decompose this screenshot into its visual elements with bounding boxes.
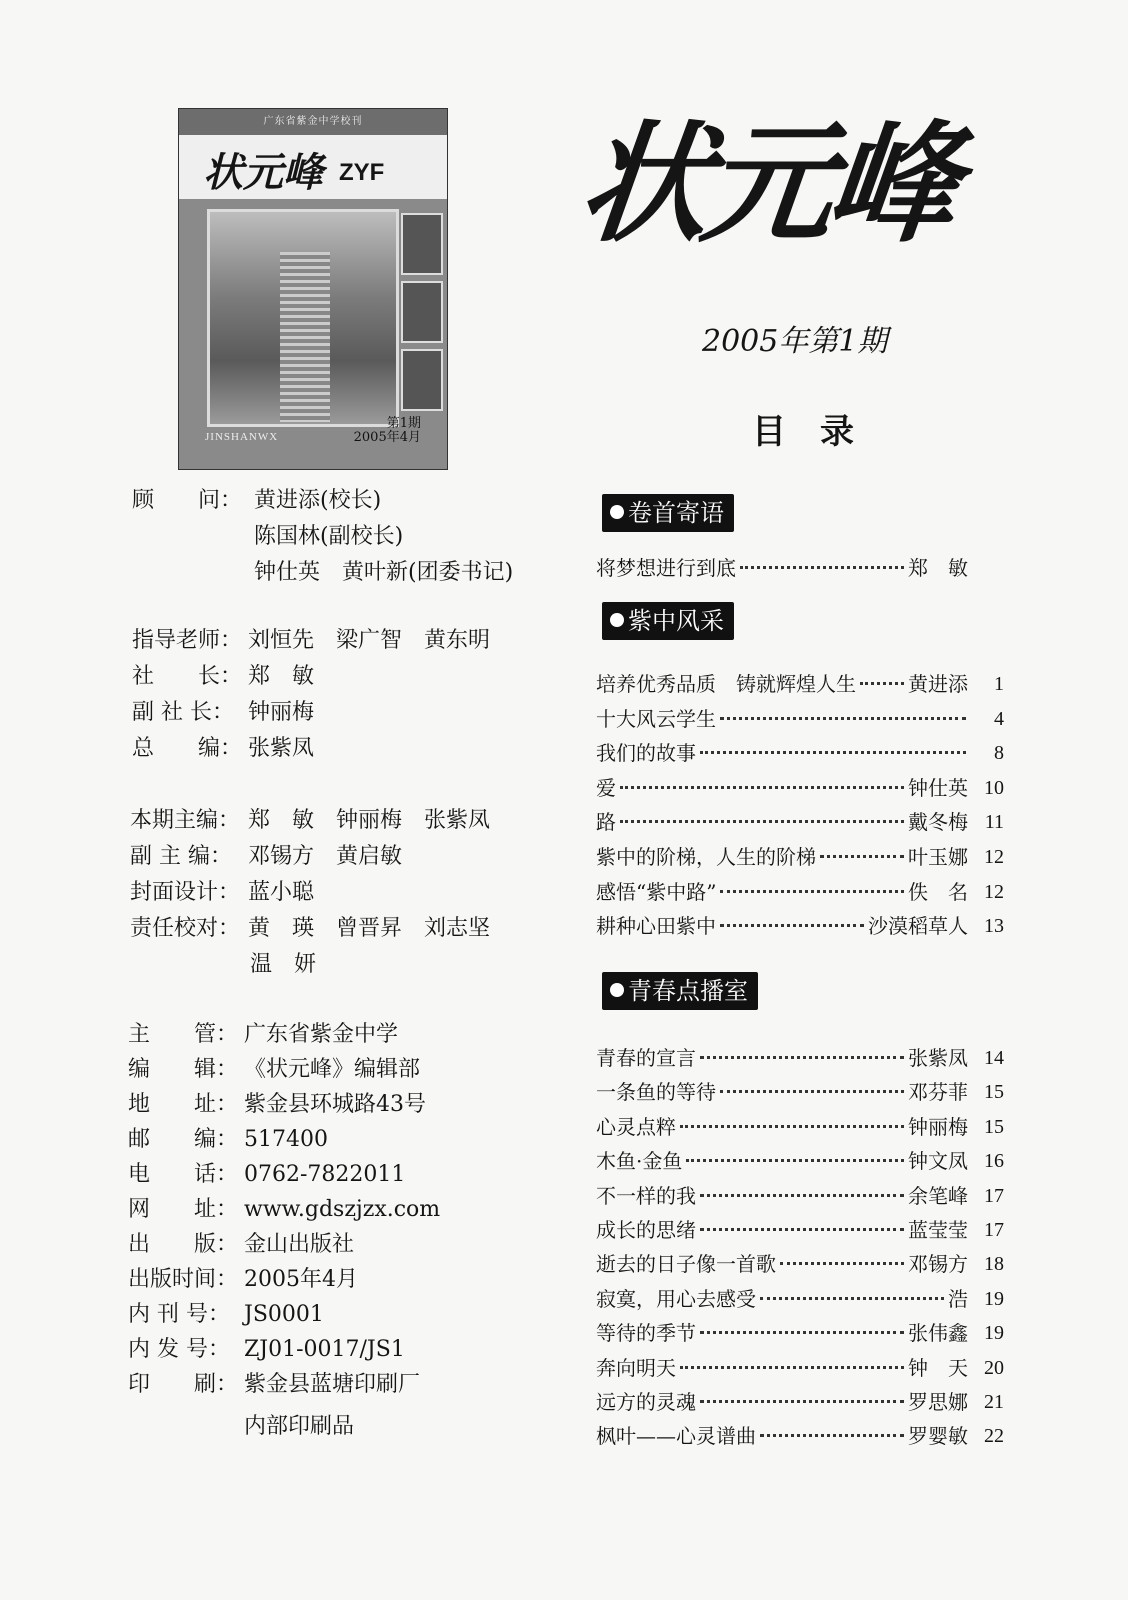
- leader-dots: [620, 786, 904, 789]
- toc-row[interactable]: [596, 668, 1004, 700]
- toc-item-page: 15: [984, 1115, 1004, 1138]
- leader-dots: [820, 855, 904, 858]
- toc-item-author: 钟文凤: [908, 1149, 968, 1174]
- print-extra: 内部印刷品: [244, 1414, 355, 1439]
- toc-row[interactable]: [596, 772, 1004, 804]
- pub-value: 0762-7822011: [244, 1162, 406, 1187]
- toc-row[interactable]: [596, 1180, 1004, 1212]
- toc-item-title: 感悟“紫中路”: [596, 879, 717, 904]
- proofread-1: 黄 瑛 曾晋昇 刘志坚: [248, 916, 491, 941]
- toc-item-page: 12: [984, 880, 1004, 903]
- leader-dots: [760, 1297, 944, 1300]
- chief-editor: 张紫凤: [248, 736, 315, 761]
- bullet-icon: [610, 613, 624, 627]
- cover-thumb-3: [401, 349, 443, 411]
- toc-item-author: 邓芬菲: [908, 1080, 968, 1105]
- section-header: [602, 494, 734, 532]
- toc-item-page: 10: [984, 776, 1004, 799]
- leader-dots: [740, 566, 904, 569]
- pub-value: 2005年4月: [244, 1267, 358, 1292]
- proofread-2: 温 妍: [250, 952, 317, 977]
- toc-item-title: 逝去的日子像一首歌: [596, 1252, 776, 1277]
- pub-label: 内 发 号：: [128, 1337, 230, 1362]
- pub-label: 地 址：: [128, 1092, 239, 1117]
- cover-design-label: 封面设计：: [130, 880, 241, 905]
- toc-item-author: 浩: [948, 1286, 968, 1311]
- toc-item-author: 张伟鑫: [908, 1321, 968, 1346]
- pub-label: 邮 编：: [128, 1127, 239, 1152]
- toc-row[interactable]: [596, 1420, 1004, 1452]
- toc-item-author: 蓝莹莹: [908, 1218, 968, 1242]
- toc-row[interactable]: [596, 737, 1004, 769]
- leader-dots: [700, 1331, 904, 1334]
- toc-row[interactable]: [596, 806, 1004, 838]
- toc-item-author: 钟 天: [908, 1355, 968, 1380]
- section-header: [602, 602, 734, 640]
- toc-row[interactable]: [596, 1214, 1004, 1246]
- deputy-editor: 邓锡方 黄启敏: [248, 844, 403, 869]
- leader-dots: [700, 1400, 904, 1403]
- toc-row[interactable]: [596, 703, 1004, 735]
- toc-item-title: 青春的宣言: [596, 1046, 696, 1070]
- leader-dots: [700, 1056, 904, 1059]
- pub-value: 517400: [244, 1127, 328, 1152]
- cover-strip: 广东省紫金中学校刊: [179, 109, 447, 135]
- leader-dots: [680, 1125, 904, 1128]
- toc-row[interactable]: [596, 1042, 1004, 1074]
- toc-item-page: 8: [994, 742, 1004, 765]
- leader-dots: [680, 1366, 904, 1369]
- toc-row[interactable]: [596, 1283, 1004, 1315]
- leader-dots: [720, 717, 966, 720]
- toc-item-author: 钟丽梅: [908, 1114, 968, 1139]
- toc-item-title: 十大风云学生: [596, 706, 716, 731]
- toc-item-title: 不一样的我: [596, 1183, 696, 1208]
- toc-row[interactable]: [596, 1076, 1004, 1108]
- toc-item-title: 一条鱼的等待: [596, 1080, 716, 1105]
- toc-item-page: 13: [984, 915, 1004, 938]
- chief-editor-label: 总 编：: [132, 736, 243, 761]
- toc-item-title: 紫中的阶梯，人生的阶梯: [596, 845, 816, 869]
- issue-editor: 郑 敏 钟丽梅 张紫凤: [248, 808, 491, 833]
- toc-row[interactable]: [596, 1111, 1004, 1143]
- vice-president: 钟丽梅: [248, 700, 315, 725]
- toc-row[interactable]: [596, 1352, 1004, 1384]
- toc-item-page: 16: [984, 1150, 1004, 1173]
- cover-issue-date: 2005年4月: [353, 430, 421, 445]
- pub-label: 主 管：: [128, 1022, 239, 1047]
- vice-president-label: 副 社 长：: [132, 700, 234, 725]
- leader-dots: [620, 820, 904, 823]
- toc-item-page: 19: [984, 1287, 1004, 1310]
- toc-row[interactable]: [596, 841, 1004, 873]
- toc-item-page: 18: [984, 1253, 1004, 1276]
- toc-row[interactable]: [596, 1145, 1004, 1177]
- cover-thumb-2: [401, 281, 443, 343]
- cover-titlebar: [179, 135, 447, 199]
- toc-item-author: 郑 敏: [908, 556, 968, 580]
- leader-dots: [720, 890, 904, 893]
- pub-value: www.gdszjzx.com: [244, 1197, 441, 1222]
- issue-editor-label: 本期主编：: [130, 808, 241, 833]
- toc-item-page: 14: [984, 1047, 1004, 1069]
- toc-item-page: 17: [984, 1184, 1004, 1207]
- section-title: 卷首寄语: [628, 499, 724, 527]
- leader-dots: [686, 1159, 904, 1162]
- cover-photo: [207, 209, 399, 427]
- toc-item-title: 奔向明天: [596, 1355, 676, 1380]
- bullet-icon: [610, 505, 624, 519]
- toc-item-title: 枫叶——心灵谱曲: [596, 1424, 756, 1449]
- pub-value: 紫金县蓝塘印刷厂: [244, 1372, 421, 1397]
- toc-item-title: 寂寞，用心去感受: [596, 1286, 756, 1311]
- pub-value: JS0001: [244, 1302, 324, 1327]
- toc-row[interactable]: [596, 876, 1004, 908]
- toc-row[interactable]: [596, 1317, 1004, 1349]
- leader-dots: [700, 1194, 904, 1197]
- toc-title: 目录: [752, 412, 888, 452]
- toc-item-title: 心灵点粹: [596, 1114, 676, 1139]
- mentor: 刘恒先 梁广智 黄东明: [248, 628, 491, 653]
- cover-jinshan: JINSHANWX: [205, 431, 279, 443]
- toc-item-page: 19: [984, 1322, 1004, 1345]
- toc-item-author: 张紫凤: [908, 1046, 968, 1070]
- toc-item-title: 耕种心田紫中: [596, 914, 716, 939]
- toc-item-author: 罗婴敏: [908, 1424, 968, 1449]
- toc-item-author: 沙漠稻草人: [868, 914, 968, 939]
- pub-value: 紫金县环城路43号: [244, 1092, 426, 1117]
- cover-image: [178, 108, 448, 470]
- section-header: [602, 972, 758, 1010]
- cover-design: 蓝小聪: [248, 880, 315, 905]
- president: 郑 敏: [248, 664, 315, 689]
- pub-label: 出 版：: [128, 1232, 239, 1257]
- pub-value: 金山出版社: [244, 1232, 355, 1257]
- toc-item-page: 1: [994, 673, 1004, 695]
- toc-item-page: 20: [984, 1356, 1004, 1379]
- section-title: 青春点播室: [628, 977, 748, 1005]
- pub-value: ZJ01-0017/JS1: [244, 1337, 405, 1362]
- pub-label: 内 刊 号：: [128, 1302, 230, 1327]
- bullet-icon: [610, 983, 624, 997]
- leader-dots: [700, 751, 966, 754]
- pub-value: 广东省紫金中学: [244, 1022, 399, 1047]
- toc-item-title: 木鱼·金鱼: [596, 1149, 683, 1174]
- pub-label: 编 辑：: [128, 1057, 239, 1082]
- toc-row[interactable]: [596, 1248, 1004, 1280]
- pub-value: 《状元峰》编辑部: [244, 1057, 421, 1082]
- toc-item-page: 21: [984, 1391, 1004, 1413]
- toc-item-author: 黄进添: [908, 672, 968, 696]
- toc-item-page: 17: [984, 1219, 1004, 1241]
- pub-label: 网 址：: [128, 1197, 239, 1222]
- advisor-3: 钟仕英 黄叶新(团委书记): [254, 560, 514, 585]
- leader-dots: [720, 924, 864, 927]
- toc-row[interactable]: [596, 910, 1004, 942]
- toc-item-author: 邓锡方: [908, 1252, 968, 1277]
- leader-dots: [860, 682, 904, 685]
- cover-issue-no: 第1期: [386, 416, 421, 431]
- leader-dots: [760, 1434, 904, 1437]
- toc-item-title: 等待的季节: [596, 1321, 696, 1346]
- cover-photo-steps: [280, 252, 330, 422]
- cover-issue: [354, 417, 421, 445]
- pub-label: 印 刷：: [128, 1372, 239, 1397]
- cover-title-en: ZYF: [339, 159, 385, 186]
- advisor-label: 顾 问：: [132, 488, 243, 513]
- toc-item-page: 15: [984, 1081, 1004, 1104]
- president-label: 社 长：: [132, 664, 243, 689]
- toc-row[interactable]: [596, 552, 1004, 584]
- toc-item-page: 4: [994, 707, 1004, 730]
- toc-item-title: 我们的故事: [596, 741, 696, 766]
- proofread-label: 责任校对：: [130, 916, 241, 941]
- toc-item-author: 余笔峰: [908, 1183, 968, 1208]
- toc-item-title: 路: [596, 810, 616, 835]
- leader-dots: [780, 1262, 904, 1265]
- deputy-editor-label: 副 主 编：: [130, 844, 232, 869]
- toc-item-author: 佚 名: [908, 879, 968, 904]
- toc-item-title: 远方的灵魂: [596, 1390, 696, 1414]
- pub-label: 电 话：: [128, 1162, 239, 1187]
- toc-item-title: 爱: [596, 775, 616, 800]
- pub-label: 出版时间：: [128, 1267, 239, 1292]
- toc-item-page: 22: [984, 1425, 1004, 1448]
- magazine-title: 状元峰: [572, 107, 961, 260]
- leader-dots: [700, 1228, 904, 1231]
- toc-item-title: 将梦想进行到底: [596, 556, 736, 580]
- advisor-2: 陈国林(副校长): [254, 524, 404, 549]
- section-title: 紫中风采: [628, 607, 724, 635]
- toc-item-author: 叶玉娜: [908, 845, 968, 869]
- toc-item-author: 戴冬梅: [908, 810, 968, 835]
- issue-line: 2005年第1期: [702, 324, 888, 359]
- toc-item-title: 成长的思绪: [596, 1218, 696, 1242]
- toc-item-title: 培养优秀品质 铸就辉煌人生: [596, 672, 856, 696]
- advisor-1: 黄进添(校长): [254, 488, 382, 513]
- cover-thumb-1: [401, 213, 443, 275]
- mentor-label: 指导老师：: [132, 628, 243, 653]
- cover-title-cn: 状元峰: [203, 149, 323, 196]
- leader-dots: [720, 1090, 904, 1093]
- toc-row[interactable]: [596, 1386, 1004, 1418]
- toc-item-author: 罗思娜: [908, 1390, 968, 1414]
- toc-item-page: 11: [984, 811, 1004, 834]
- toc-item-author: 钟仕英: [908, 775, 968, 800]
- toc-item-page: 12: [984, 846, 1004, 868]
